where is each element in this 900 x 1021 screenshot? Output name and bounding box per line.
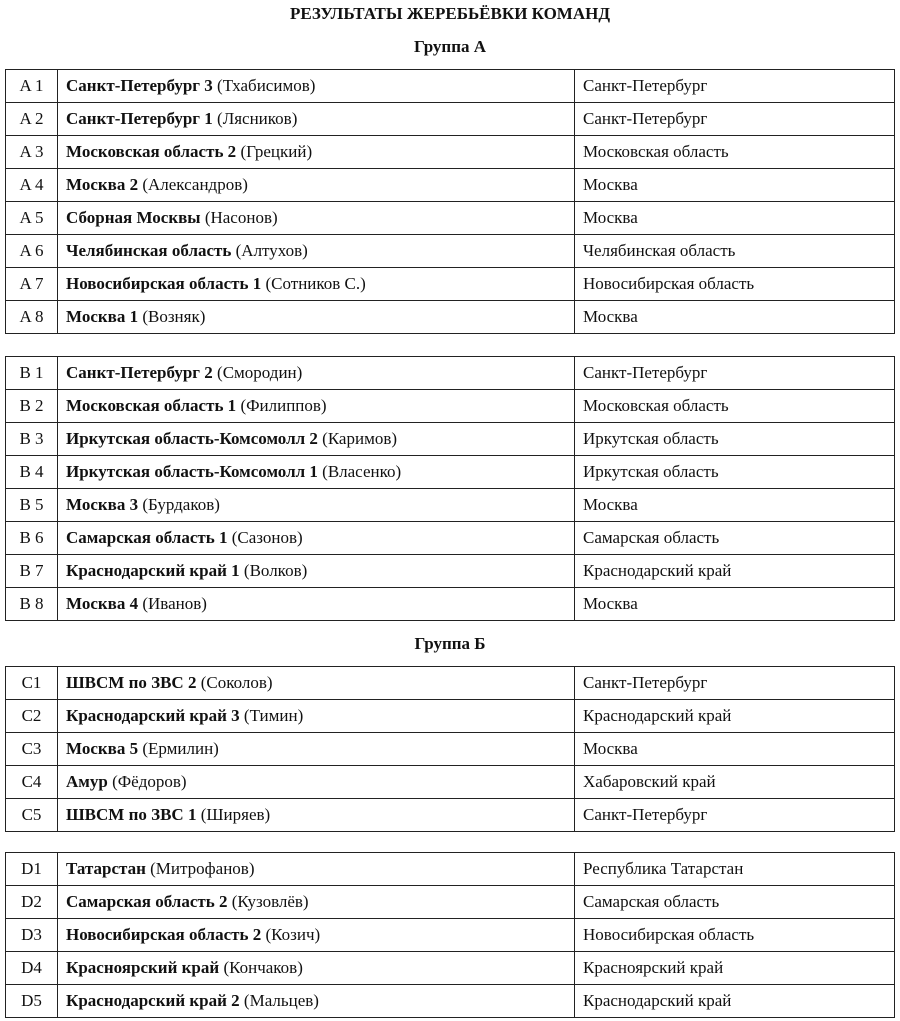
table-row xyxy=(6,985,895,1018)
team-name: Челябинская область xyxy=(66,241,232,260)
team-name: Московская область 2 xyxy=(66,142,237,161)
team-cell xyxy=(58,700,575,733)
team-cell xyxy=(58,985,575,1018)
team-cell xyxy=(58,423,575,456)
team-region: Санкт-Петербург xyxy=(575,667,895,700)
team-name: Санкт-Петербург 2 xyxy=(66,363,213,382)
draw-table-a-1 xyxy=(5,69,895,334)
draw-table-b-1 xyxy=(5,666,895,832)
team-cell xyxy=(58,952,575,985)
team-name: ШВСМ по ЗВС 1 xyxy=(66,805,197,824)
team-name: Московская область 1 xyxy=(66,396,237,415)
team-name: Краснодарский край 2 xyxy=(66,991,240,1010)
team-region: Московская область xyxy=(575,136,895,169)
team-cell xyxy=(58,733,575,766)
team-region: Самарская область xyxy=(575,886,895,919)
team-captain: (Волков) xyxy=(243,561,308,580)
team-cell xyxy=(58,103,575,136)
team-code: D5 xyxy=(6,985,58,1018)
team-captain: (Алтухов) xyxy=(235,241,308,260)
team-cell xyxy=(58,390,575,423)
team-code: D1 xyxy=(6,853,58,886)
team-captain: (Митрофанов) xyxy=(150,859,255,878)
team-captain: (Кончаков) xyxy=(223,958,303,977)
team-region: Красноярский край xyxy=(575,952,895,985)
team-code: C2 xyxy=(6,700,58,733)
team-captain: (Грецкий) xyxy=(240,142,313,161)
team-cell xyxy=(58,70,575,103)
draw-table-b-2 xyxy=(5,852,895,1018)
team-code: B 1 xyxy=(6,357,58,390)
team-region: Иркутская область xyxy=(575,423,895,456)
team-cell xyxy=(58,522,575,555)
team-cell xyxy=(58,588,575,621)
team-captain: (Филиппов) xyxy=(240,396,327,415)
team-captain: (Власенко) xyxy=(322,462,402,481)
table-row xyxy=(6,886,895,919)
table-row xyxy=(6,700,895,733)
team-code: C4 xyxy=(6,766,58,799)
team-name: Новосибирская область 2 xyxy=(66,925,262,944)
team-code: D4 xyxy=(6,952,58,985)
team-name: Татарстан xyxy=(66,859,146,878)
team-cell xyxy=(58,235,575,268)
team-name: Самарская область 1 xyxy=(66,528,228,547)
team-region: Самарская область xyxy=(575,522,895,555)
team-code: C1 xyxy=(6,667,58,700)
team-code: B 8 xyxy=(6,588,58,621)
team-cell xyxy=(58,886,575,919)
team-region: Краснодарский край xyxy=(575,555,895,588)
table-row xyxy=(6,169,895,202)
team-code: A 2 xyxy=(6,103,58,136)
team-region: Краснодарский край xyxy=(575,700,895,733)
table-row xyxy=(6,799,895,832)
team-name: Москва 2 xyxy=(66,175,139,194)
table-row xyxy=(6,919,895,952)
team-captain: (Мальцев) xyxy=(243,991,319,1010)
team-code: B 5 xyxy=(6,489,58,522)
team-captain: (Ермилин) xyxy=(142,739,219,758)
table-row xyxy=(6,268,895,301)
team-name: Амур xyxy=(66,772,108,791)
table-row xyxy=(6,301,895,334)
team-captain: (Александров) xyxy=(142,175,248,194)
team-code: A 1 xyxy=(6,70,58,103)
team-code: B 4 xyxy=(6,456,58,489)
team-region: Санкт-Петербург xyxy=(575,103,895,136)
team-name: Санкт-Петербург 3 xyxy=(66,76,213,95)
table-row xyxy=(6,489,895,522)
table-row xyxy=(6,766,895,799)
team-region: Санкт-Петербург xyxy=(575,357,895,390)
team-name: Сборная Москвы xyxy=(66,208,201,227)
table-row xyxy=(6,733,895,766)
team-name: Москва 1 xyxy=(66,307,139,326)
team-code: B 3 xyxy=(6,423,58,456)
table-row xyxy=(6,70,895,103)
table-row xyxy=(6,952,895,985)
team-name: Самарская область 2 xyxy=(66,892,228,911)
team-region: Москва xyxy=(575,169,895,202)
team-cell xyxy=(58,853,575,886)
team-region: Новосибирская область xyxy=(575,268,895,301)
draw-table-a-2 xyxy=(5,356,895,621)
team-captain: (Кузовлёв) xyxy=(231,892,309,911)
table-row xyxy=(6,235,895,268)
group-heading-a: Группа А xyxy=(413,37,487,56)
team-cell xyxy=(58,202,575,235)
team-region: Республика Татарстан xyxy=(575,853,895,886)
team-cell xyxy=(58,766,575,799)
team-captain: (Возняк) xyxy=(142,307,206,326)
team-region: Новосибирская область xyxy=(575,919,895,952)
team-cell xyxy=(58,357,575,390)
team-name: Москва 3 xyxy=(66,495,139,514)
team-captain: (Тимин) xyxy=(243,706,304,725)
team-code: A 4 xyxy=(6,169,58,202)
team-region: Москва xyxy=(575,489,895,522)
team-name: Новосибирская область 1 xyxy=(66,274,262,293)
team-captain: (Фёдоров) xyxy=(112,772,187,791)
team-name: ШВСМ по ЗВС 2 xyxy=(66,673,197,692)
team-cell xyxy=(58,301,575,334)
table-row xyxy=(6,357,895,390)
team-captain: (Каримов) xyxy=(322,429,398,448)
team-captain: (Козич) xyxy=(265,925,321,944)
team-region: Московская область xyxy=(575,390,895,423)
team-region: Хабаровский край xyxy=(575,766,895,799)
team-cell xyxy=(58,799,575,832)
team-code: A 6 xyxy=(6,235,58,268)
team-region: Краснодарский край xyxy=(575,985,895,1018)
team-region: Челябинская область xyxy=(575,235,895,268)
team-name: Краснодарский край 3 xyxy=(66,706,240,725)
team-region: Москва xyxy=(575,202,895,235)
team-code: B 7 xyxy=(6,555,58,588)
team-code: A 8 xyxy=(6,301,58,334)
team-captain: (Насонов) xyxy=(204,208,278,227)
table-row xyxy=(6,103,895,136)
team-region: Иркутская область xyxy=(575,456,895,489)
team-cell xyxy=(58,136,575,169)
table-row xyxy=(6,667,895,700)
team-region: Санкт-Петербург xyxy=(575,799,895,832)
team-captain: (Иванов) xyxy=(142,594,207,613)
team-region: Санкт-Петербург xyxy=(575,70,895,103)
team-cell xyxy=(58,456,575,489)
table-row xyxy=(6,423,895,456)
team-code: A 3 xyxy=(6,136,58,169)
team-captain: (Смородин) xyxy=(217,363,303,382)
team-captain: (Бурдаков) xyxy=(142,495,220,514)
table-row xyxy=(6,202,895,235)
team-code: D3 xyxy=(6,919,58,952)
team-region: Москва xyxy=(575,301,895,334)
table-row xyxy=(6,390,895,423)
team-code: C5 xyxy=(6,799,58,832)
team-captain: (Соколов) xyxy=(200,673,273,692)
page-title: РЕЗУЛЬТАТЫ ЖЕРЕБЬЁВКИ КОМАНД xyxy=(289,4,611,23)
team-name: Москва 5 xyxy=(66,739,139,758)
team-cell xyxy=(58,489,575,522)
team-name: Иркутская область-Комсомолл 2 xyxy=(66,429,318,448)
team-code: D2 xyxy=(6,886,58,919)
team-code: B 6 xyxy=(6,522,58,555)
team-code: C3 xyxy=(6,733,58,766)
team-region: Москва xyxy=(575,733,895,766)
team-region: Москва xyxy=(575,588,895,621)
team-cell xyxy=(58,667,575,700)
team-captain: (Сотников С.) xyxy=(265,274,366,293)
team-captain: (Лясников) xyxy=(217,109,298,128)
team-captain: (Ширяев) xyxy=(200,805,271,824)
team-name: Санкт-Петербург 1 xyxy=(66,109,213,128)
team-cell xyxy=(58,268,575,301)
team-cell xyxy=(58,555,575,588)
table-row xyxy=(6,853,895,886)
table-row xyxy=(6,555,895,588)
team-cell xyxy=(58,169,575,202)
team-captain: (Тхабисимов) xyxy=(217,76,316,95)
team-name: Москва 4 xyxy=(66,594,139,613)
team-name: Краснодарский край 1 xyxy=(66,561,240,580)
team-code: A 7 xyxy=(6,268,58,301)
group-heading-b: Группа Б xyxy=(414,634,486,653)
team-cell xyxy=(58,919,575,952)
team-name: Красноярский край xyxy=(66,958,220,977)
table-row xyxy=(6,456,895,489)
team-code: A 5 xyxy=(6,202,58,235)
team-name: Иркутская область-Комсомолл 1 xyxy=(66,462,318,481)
table-row xyxy=(6,588,895,621)
table-row xyxy=(6,522,895,555)
team-captain: (Сазонов) xyxy=(231,528,303,547)
team-code: B 2 xyxy=(6,390,58,423)
table-row xyxy=(6,136,895,169)
